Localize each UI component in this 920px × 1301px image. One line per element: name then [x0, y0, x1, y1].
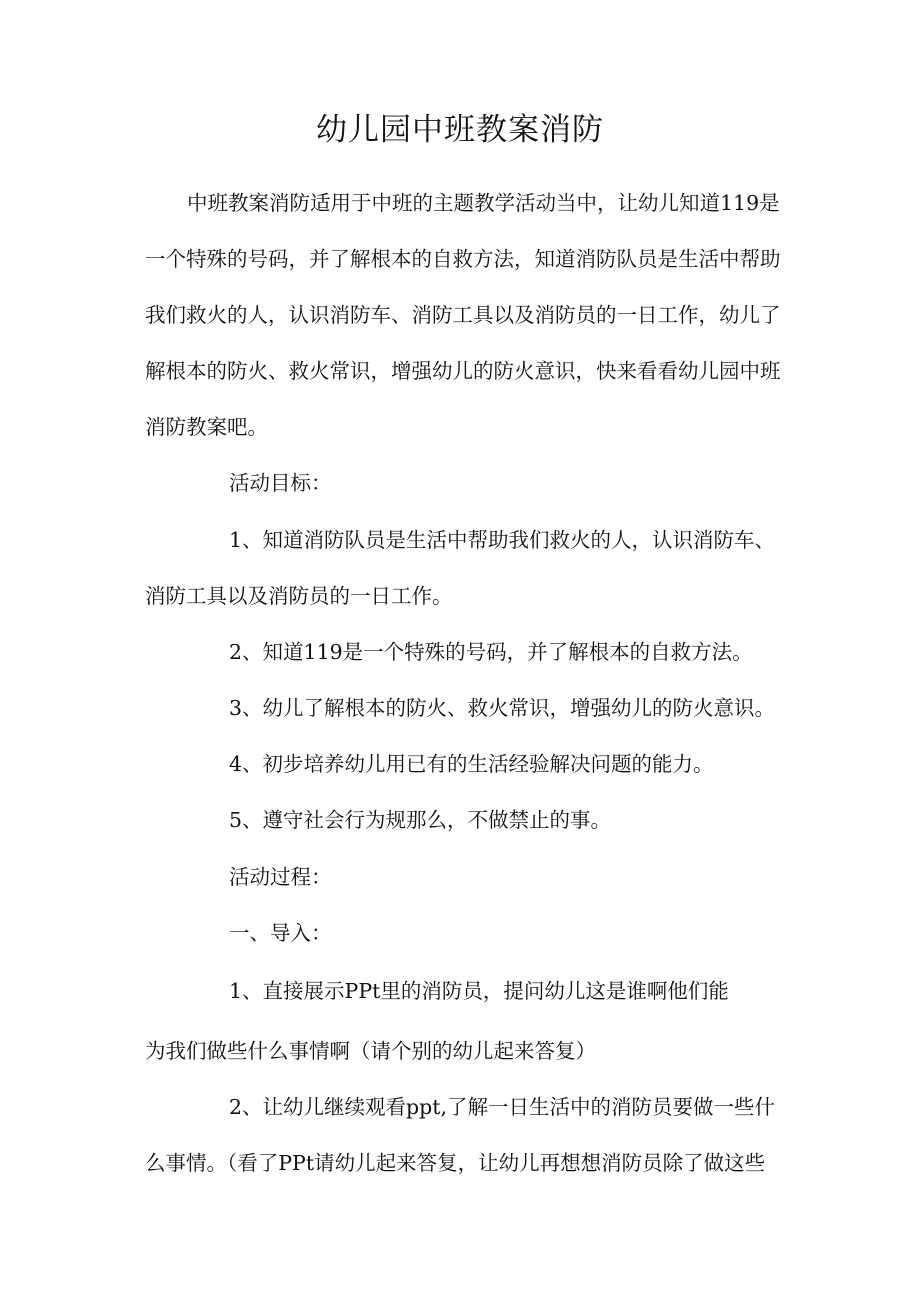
- section-heading-process: 活动过程：: [229, 865, 332, 889]
- goal-item-2: 2、知道119是一个特殊的号码，并了解根本的自救方法。: [229, 640, 753, 664]
- section-heading-goals: 活动目标：: [229, 471, 332, 495]
- goal-item-4: 4、初步培养幼儿用已有的生活经验解决问题的能力。: [229, 752, 714, 776]
- goal-item-3: 3、幼儿了解根本的防火、救火常识，增强幼儿的防火意识。: [229, 696, 776, 720]
- intro-line-4: 解根本的防火、救火常识，增强幼儿的防火意识，快来看看幼儿园中班: [145, 359, 781, 383]
- process-item-2-continued: 么事情。（看了PPt请幼儿起来答复，让幼儿再想想消防员除了做这些: [145, 1151, 766, 1175]
- intro-line-3: 我们救火的人，认识消防车、消防工具以及消防员的一日工作，幼儿了: [145, 303, 781, 327]
- process-item-1: 1、直接展示PPt里的消防员，提问幼儿这是谁啊他们能: [229, 979, 729, 1003]
- goal-item-1: 1、知道消防队员是生活中帮助我们救火的人，认识消防车、: [229, 528, 776, 552]
- process-item-2: 2、让幼儿继续观看ppt,了解一日生活中的消防员要做一些什: [229, 1095, 776, 1119]
- intro-line-1: 中班教案消防适用于中班的主题教学活动当中，让幼儿知道119是: [187, 191, 780, 215]
- subsection-heading-intro: 一、导入：: [229, 921, 332, 945]
- intro-line-2: 一个特殊的号码，并了解根本的自救方法，知道消防队员是生活中帮助: [145, 247, 781, 271]
- process-item-1-continued: 为我们做些什么事情啊（请个别的幼儿起来答复）: [145, 1039, 596, 1063]
- intro-line-5: 消防教案吧。: [145, 415, 268, 439]
- page-title: 幼儿园中班教案消防: [316, 112, 604, 148]
- goal-item-5: 5、遵守社会行为规那么，不做禁止的事。: [229, 808, 612, 832]
- goal-item-1-continued: 消防工具以及消防员的一日工作。: [145, 584, 453, 608]
